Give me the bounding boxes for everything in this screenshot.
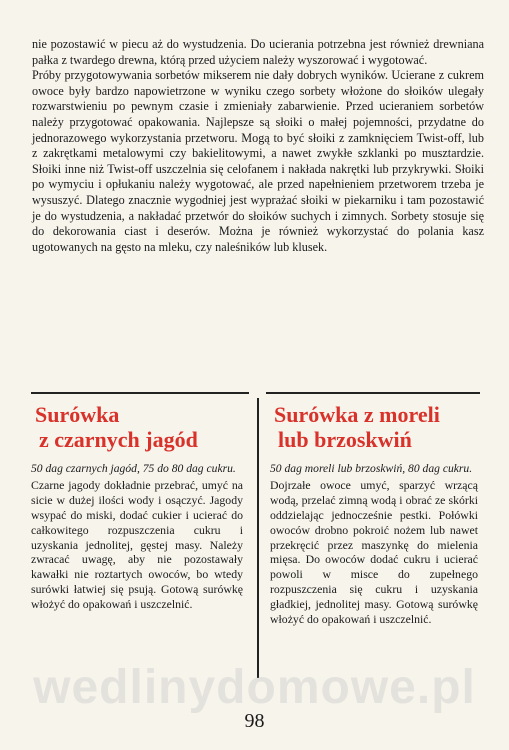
recipe-apricots-peaches (270, 398, 478, 626)
column-divider (257, 398, 259, 678)
recipe-title-line-2: z czarnych jagód (39, 427, 198, 452)
recipe-title-line-2: lub brzoskwiń (278, 427, 412, 452)
recipe-title-line-1: Surówka z moreli (274, 402, 440, 427)
recipe-title (274, 402, 478, 452)
right-section-rule (266, 392, 480, 394)
page-number: 98 (244, 710, 265, 732)
watermark: wedlinydomowe.pl (33, 661, 476, 714)
recipe-title-line-1: Surówka (35, 402, 120, 427)
intro-text (32, 37, 484, 255)
left-section-rule (31, 392, 249, 394)
recipe-ingredients: 50 dag czarnych jagód, 75 do 80 dag cukru. (31, 462, 236, 475)
paragraph-2: Próby przygotowywania sorbetów mikserem nie dały dobrych wyników. Ucierane z cukrem owoce były bardzo napowietrzone w wyniku czego sorbety włożone do słoików ulegały rozwarstwieniu po pewnym czasie i zmieniały zabarwienie. Przed ucieraniem sorbetów należy przygotować opakowania. Najlepsze są słoiki o małej pojemności, przydatne do jednorazowego wykorzystania przetworu. Mogą to być słoiki z zamknięciem Twist-off, lub z zakrętkami metalowymi czy bakielitowymi, a nawet zwykłe szklanki po musztardzie. Słoiki inne niż Twist-off uszczelnia się celofanem i nakłada nakrętki lub przykrywki. Słoiki po wymyciu i opłukaniu należy wygotować, ale przed napełnieniem przetworem trzeba je wysuszyć. Dlatego znacznie wygodniej jest wyprażać słoiki w piekarniku i tam pozostawić je do wystudzenia, a nakładać przetwór do słoików suchych i zimnych. Sorbety stosuje się do dekorowania ciast i deserów. Można je również wykorzystać do polania kasz ugotowanych na gęsto na mleku, czy naleśników lub klusek. (32, 68, 484, 254)
recipe-instructions: Czarne jagody dokładnie przebrać, umyć na sicie w dużej ilości wody i osączyć. Jagody wsypać do miski, dodać cukier i ucierać do całkowitego rozpuszczenia cukru i uzyskania jednolitej, gęstej masy. Należy zwracać uwagę, aby nie pozostawały kawałki nie roztartych owoców, bo wtedy surówki łatwiej się psują. Gotową surówkę włożyć do opakowań i uszczelnić. (31, 478, 243, 611)
recipe-instructions: Dojrzałe owoce umyć, sparzyć wrzącą wodą, przelać zimną wodą i obrać ze skórki oddzielając jednocześnie pestki. Połówki owoców drobno pokroić nożem lub nawet przekręcić przez maszynkę do mielenia mięsa. Do owoców dodać cukru i ucierać powoli w misce do zupełnego rozpuszczenia się cukru i uzyskania gładkiej, jednolitej masy. Gotową surówkę włożyć do opakowań i uszczelnić. (270, 478, 478, 626)
paragraph-1: nie pozostawić w piecu aż do wystudzenia. Do ucierania potrzebna jest również drewniana pałka z twardego drewna, którą przed użyciem należy wyszorować i wygotować. (32, 37, 484, 67)
recipe-title (35, 402, 243, 452)
recipe-black-blueberries (31, 398, 243, 612)
recipe-ingredients: 50 dag moreli lub brzoskwiń, 80 dag cukru. (270, 462, 473, 475)
